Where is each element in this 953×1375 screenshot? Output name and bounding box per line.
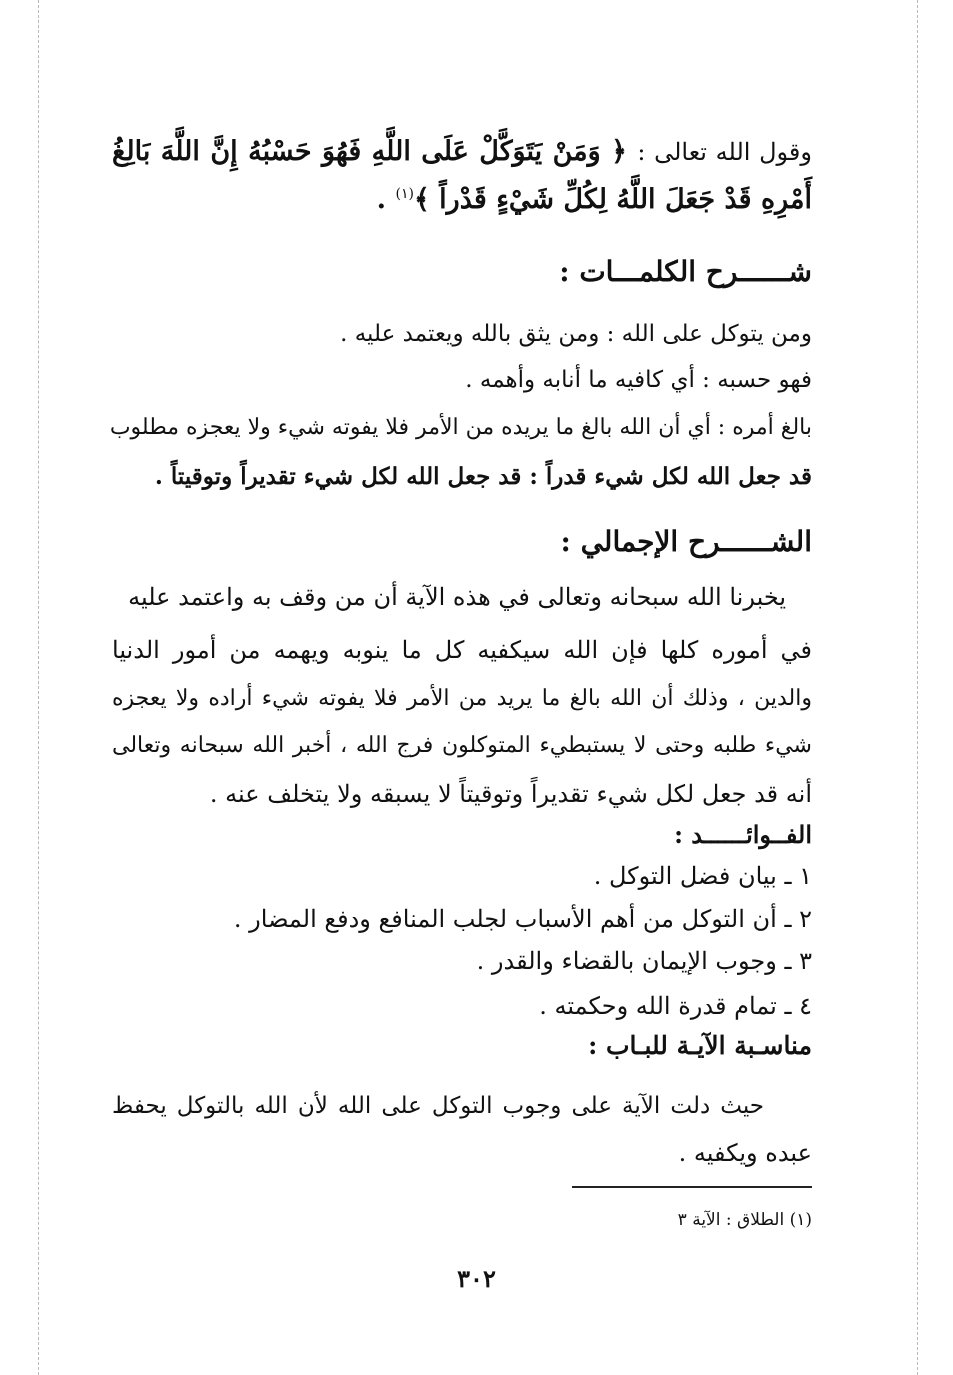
words-heading: شــــــرح الكلمـــات : (559, 255, 812, 288)
footnote-marker: (١) (395, 186, 414, 202)
word-item-4-text: قد جعل الله لكل شيء قدراً : قد جعل الله لكل شيء تقديراً وتوقيتاً . (154, 463, 812, 490)
general-line-2: في أموره كلها فإن الله سيكفيه كل ما ينوبه ويهمه من أمور الدنيا (112, 636, 812, 664)
verse-text-1: ﴿ وَمَنْ يَتَوَكَّلْ عَلَى اللَّهِ فَهُوَ حَسْبُهُ إِنَّ اللَّهَ بَالِغُ (112, 136, 627, 167)
margin-guide-right (917, 0, 918, 1375)
verse-line-1 (112, 136, 812, 167)
word-item-2: فهو حسبه : أي كافيه ما أنابه وأهمه . (465, 367, 812, 393)
footnote-separator (572, 1186, 812, 1188)
book-page (109, 0, 812, 1375)
relevance-line-1: حيث دلت الآية على وجوب التوكل على الله لأن الله بالتوكل يحفظ (112, 1093, 764, 1119)
page-number: ٣٠٢ (457, 1264, 496, 1293)
benefit-item-2: ٢ ـ أن التوكل من أهم الأسباب لجلب المنافع ودفع المضار . (233, 905, 812, 933)
general-line-1: يخبرنا الله سبحانه وتعالى في هذه الآية أن من وقف به واعتمد عليه (128, 583, 786, 611)
footnote-text: (١) الطلاق : الآية ٣ (677, 1210, 812, 1230)
word-item-1: ومن يتوكل على الله : ومن يثق بالله ويعتمد عليه . (340, 321, 812, 347)
general-line-5: أنه قد جعل لكل شيء تقديراً وتوقيتاً لا يسبقه ولا يتخلف عنه . (209, 780, 812, 808)
verse-line-end: . (376, 184, 396, 215)
margin-guide-left (38, 0, 39, 1375)
benefits-heading: الفــوائــــــد : (674, 820, 812, 849)
benefit-item-3: ٣ ـ وجوب الإيمان بالقضاء والقدر . (476, 947, 812, 975)
word-item-3: بالغ أمره : أي أن الله بالغ ما يريده من الأمر فلا يفوته شيء ولا يعجزه مطلوب (109, 415, 812, 440)
word-item-4 (112, 463, 812, 490)
verse-line-2 (112, 184, 812, 215)
general-heading: الشــــــرح الإجمالي : (560, 525, 812, 558)
general-line-3: والدين ، وذلك أن الله بالغ ما يريد من الأمر فلا يفوته شيء أراده ولا يعجزه (112, 686, 812, 711)
verse-intro: وقول الله تعالى : (637, 138, 812, 166)
relevance-heading: مناسـبة الآيـة للبـاب : (588, 1031, 812, 1060)
benefit-item-1: ١ ـ بيان فضل التوكل . (593, 862, 812, 890)
relevance-line-2: عبده ويكفيه . (678, 1139, 812, 1167)
verse-text-2: أَمْرِهِ قَدْ جَعَلَ اللَّهُ لِكُلِّ شَيْءٍ قَدْراً ﴾ (413, 184, 812, 215)
benefit-item-4: ٤ ـ تمام قدرة الله وحكمته . (539, 992, 812, 1020)
general-line-4: شيء طلبه وحتى لا يستبطيء المتوكلون فرج الله ، أخبر الله سبحانه وتعالى (112, 733, 812, 758)
